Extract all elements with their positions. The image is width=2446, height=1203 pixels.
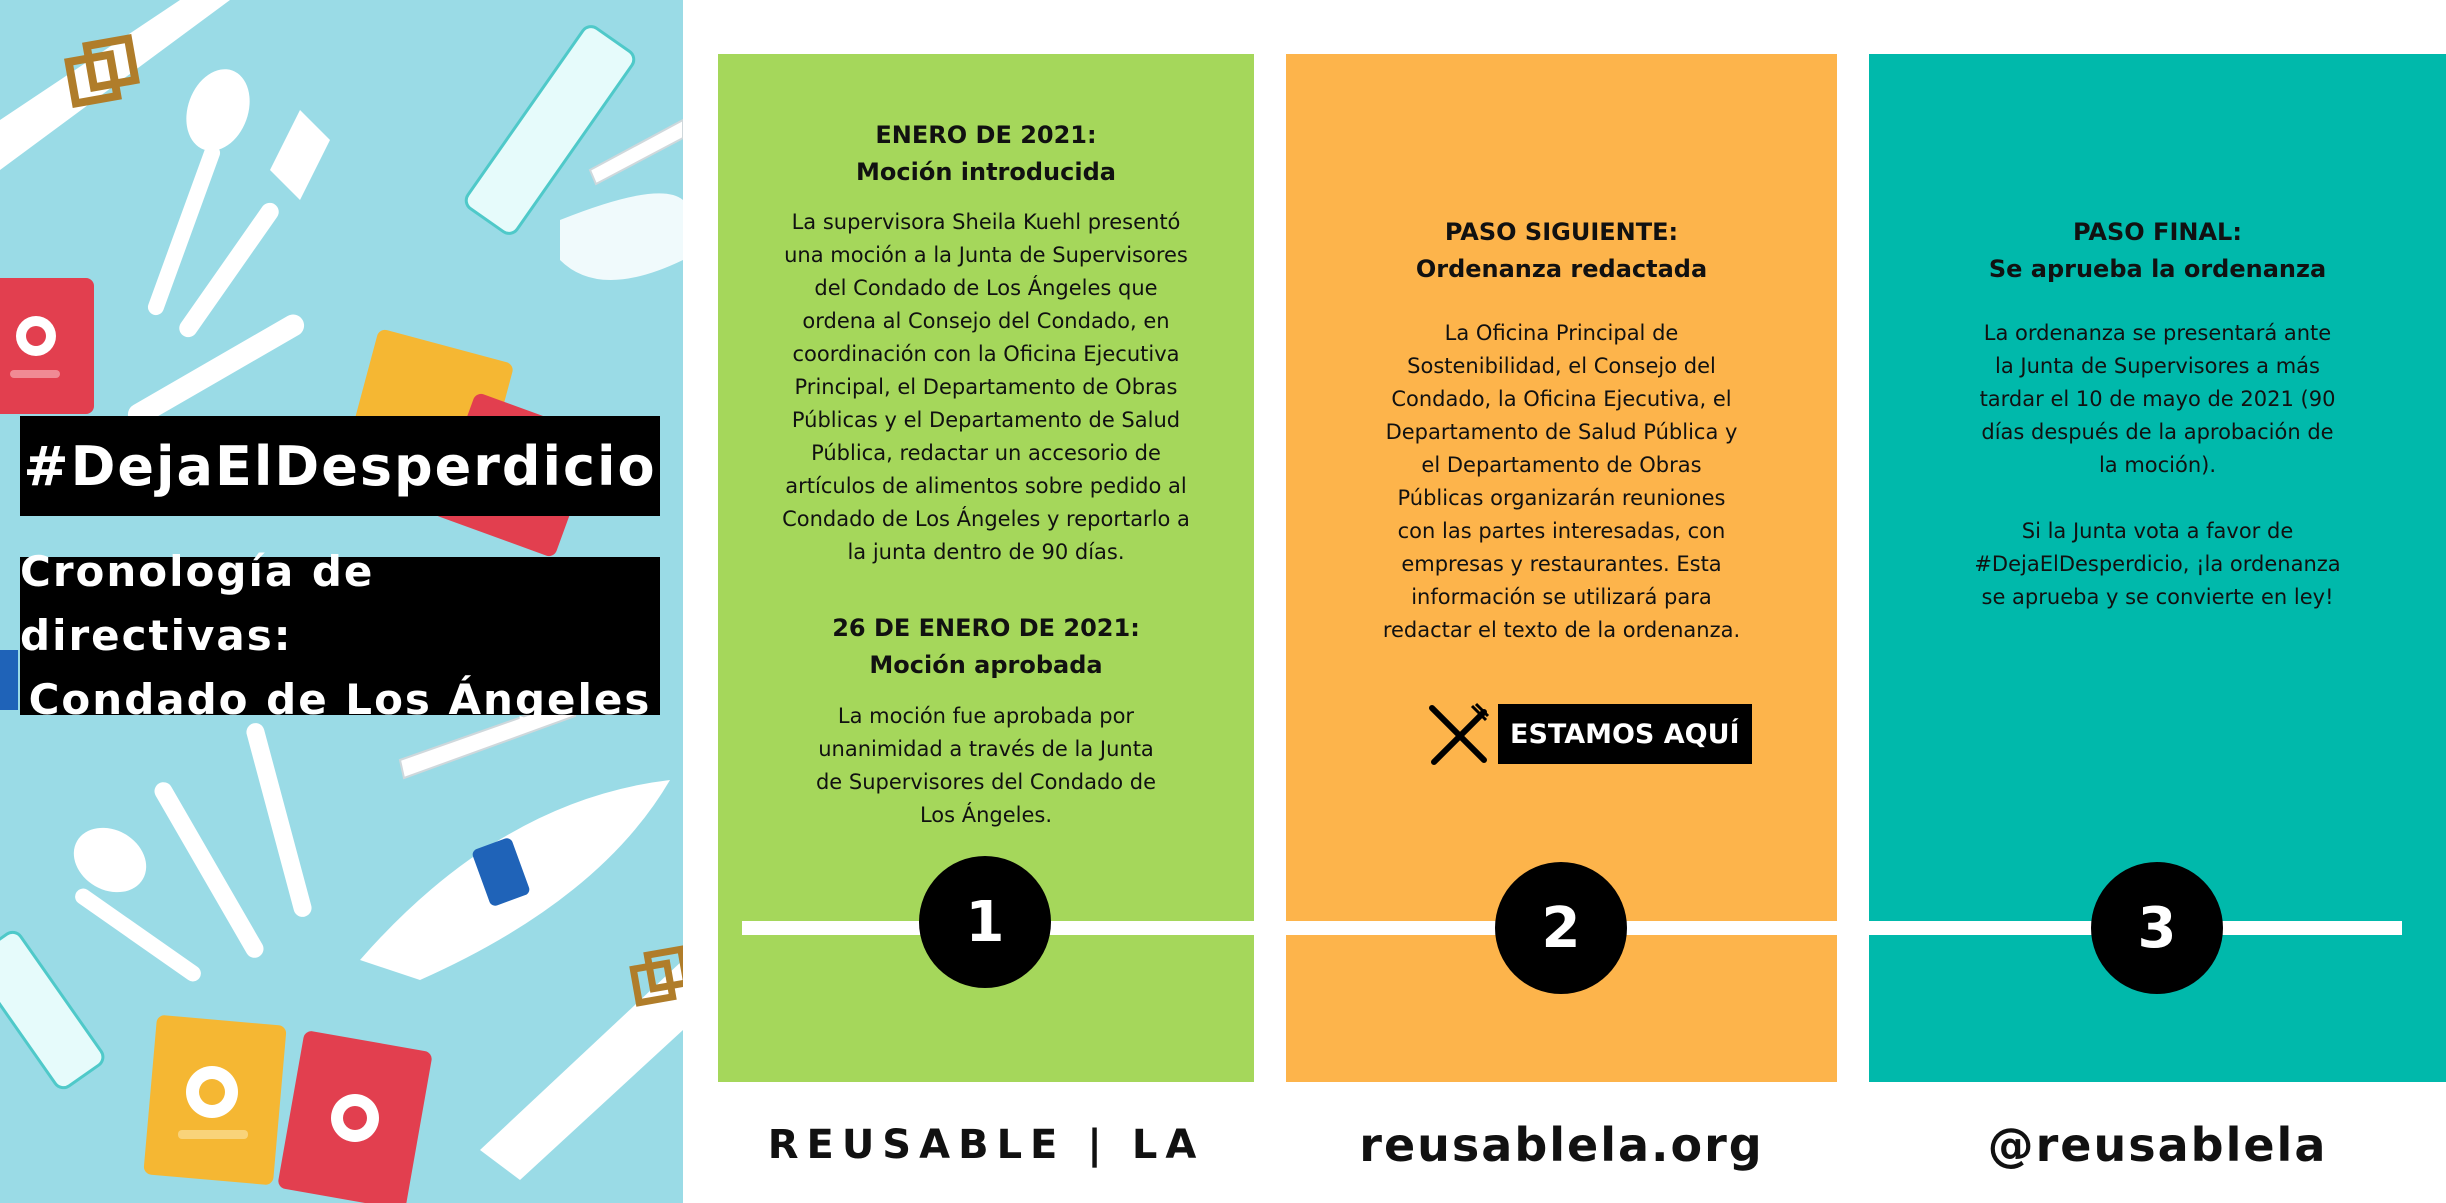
body-line: Sostenibilidad, el Consejo del bbox=[1407, 354, 1716, 378]
step-1-number-circle: 1 bbox=[919, 856, 1051, 988]
body-line: Los Ángeles. bbox=[919, 803, 1053, 827]
body-line: Si la Junta vota a favor de bbox=[2021, 519, 2294, 543]
step-2-body bbox=[1286, 317, 1837, 647]
body-line: Departamento de Salud Pública y bbox=[1385, 420, 1738, 444]
step-3-number-circle: 3 bbox=[2091, 862, 2223, 994]
body-line: empresas y restaurantes. Esta bbox=[1401, 552, 1722, 576]
step-3-heading bbox=[1869, 214, 2446, 288]
body-line: se aprueba y se convierte en ley! bbox=[1981, 585, 2334, 609]
body-line: del Condado de Los Ángeles que bbox=[814, 276, 1158, 300]
body-line: ordena al Consejo del Condado, en bbox=[802, 309, 1170, 333]
step-1-heading-a-date: ENERO DE 2021: bbox=[875, 121, 1097, 149]
body-line: Públicas organizarán reuniones bbox=[1397, 486, 1726, 510]
step-3-heading-title: Se aprueba la ordenanza bbox=[1988, 255, 2327, 283]
footer-brand: REUSABLE | LA bbox=[767, 1122, 1205, 1168]
body-line: La ordenanza se presentará ante bbox=[1983, 321, 2332, 345]
body-line: artículos de alimentos sobre pedido al bbox=[785, 474, 1187, 498]
body-line: información se utilizará para bbox=[1411, 585, 1712, 609]
body-line: Condado, la Oficina Ejecutiva, el bbox=[1391, 387, 1732, 411]
body-line: de Supervisores del Condado de bbox=[815, 770, 1157, 794]
body-line: la moción). bbox=[2098, 453, 2217, 477]
body-line: Condado de Los Ángeles y reportarlo a bbox=[782, 507, 1190, 531]
timeline-subtitle bbox=[20, 547, 660, 724]
body-line: unanimidad a través de la Junta bbox=[818, 737, 1154, 761]
body-line: coordinación con la Oficina Ejecutiva bbox=[792, 342, 1180, 366]
subtitle-line-2: Condado de Los Ángeles bbox=[28, 675, 652, 724]
body-line: La moción fue aprobada por bbox=[837, 704, 1135, 728]
step-1-heading-a-title: Moción introducida bbox=[856, 158, 1116, 186]
step-3-heading-label: PASO FINAL: bbox=[2073, 218, 2242, 246]
body-line: el Departamento de Obras bbox=[1421, 453, 1702, 477]
body-line: la junta dentro de 90 días. bbox=[847, 540, 1125, 564]
body-line: la Junta de Supervisores a más bbox=[1995, 354, 2320, 378]
step-2-number-circle: 2 bbox=[1495, 862, 1627, 994]
current-step-marker bbox=[1426, 702, 1752, 766]
step-2-heading-label: PASO SIGUIENTE: bbox=[1444, 218, 1679, 246]
footer-website-link[interactable]: reusablela.org bbox=[1359, 1118, 1764, 1172]
body-line: Principal, el Departamento de Obras bbox=[794, 375, 1178, 399]
step-1-heading-b-date: 26 DE ENERO DE 2021: bbox=[832, 614, 1140, 642]
body-line: redactar el texto de la ordenanza. bbox=[1382, 618, 1741, 642]
body-line: La supervisora Sheila Kuehl presentó bbox=[791, 210, 1181, 234]
step-1-body-a bbox=[718, 206, 1254, 569]
fork-knife-crossed-icon bbox=[1426, 702, 1490, 766]
we-are-here-label: ESTAMOS AQUÍ bbox=[1498, 704, 1752, 764]
subtitle-line-1: Cronología de directivas: bbox=[20, 547, 375, 660]
body-line: tardar el 10 de mayo de 2021 (90 bbox=[1979, 387, 2336, 411]
footer-social-handle[interactable]: @reusablela bbox=[1987, 1118, 2328, 1172]
body-line: #DejaElDesperdicio, ¡la ordenanza bbox=[1974, 552, 2341, 576]
step-1-heading-a bbox=[718, 117, 1254, 191]
step-1-body-b bbox=[718, 700, 1254, 832]
body-spacer bbox=[1869, 482, 2446, 515]
step-1-heading-b bbox=[718, 610, 1254, 684]
body-line: Pública, redactar un accesorio de bbox=[811, 441, 1161, 465]
body-line: Públicas y el Departamento de Salud bbox=[791, 408, 1181, 432]
body-line: con las partes interesadas, con bbox=[1397, 519, 1726, 543]
body-line: días después de la aprobación de bbox=[1981, 420, 2334, 444]
step-3-body bbox=[1869, 317, 2446, 614]
step-2-heading-title: Ordenanza redactada bbox=[1415, 255, 1708, 283]
body-line: La Oficina Principal de bbox=[1444, 321, 1679, 345]
hashtag-title: #DejaElDesperdicio bbox=[20, 416, 660, 516]
step-1-heading-b-title: Moción aprobada bbox=[869, 651, 1103, 679]
body-line: una moción a la Junta de Supervisores bbox=[784, 243, 1188, 267]
step-2-heading bbox=[1286, 214, 1837, 288]
illustration-panel bbox=[0, 0, 683, 1203]
